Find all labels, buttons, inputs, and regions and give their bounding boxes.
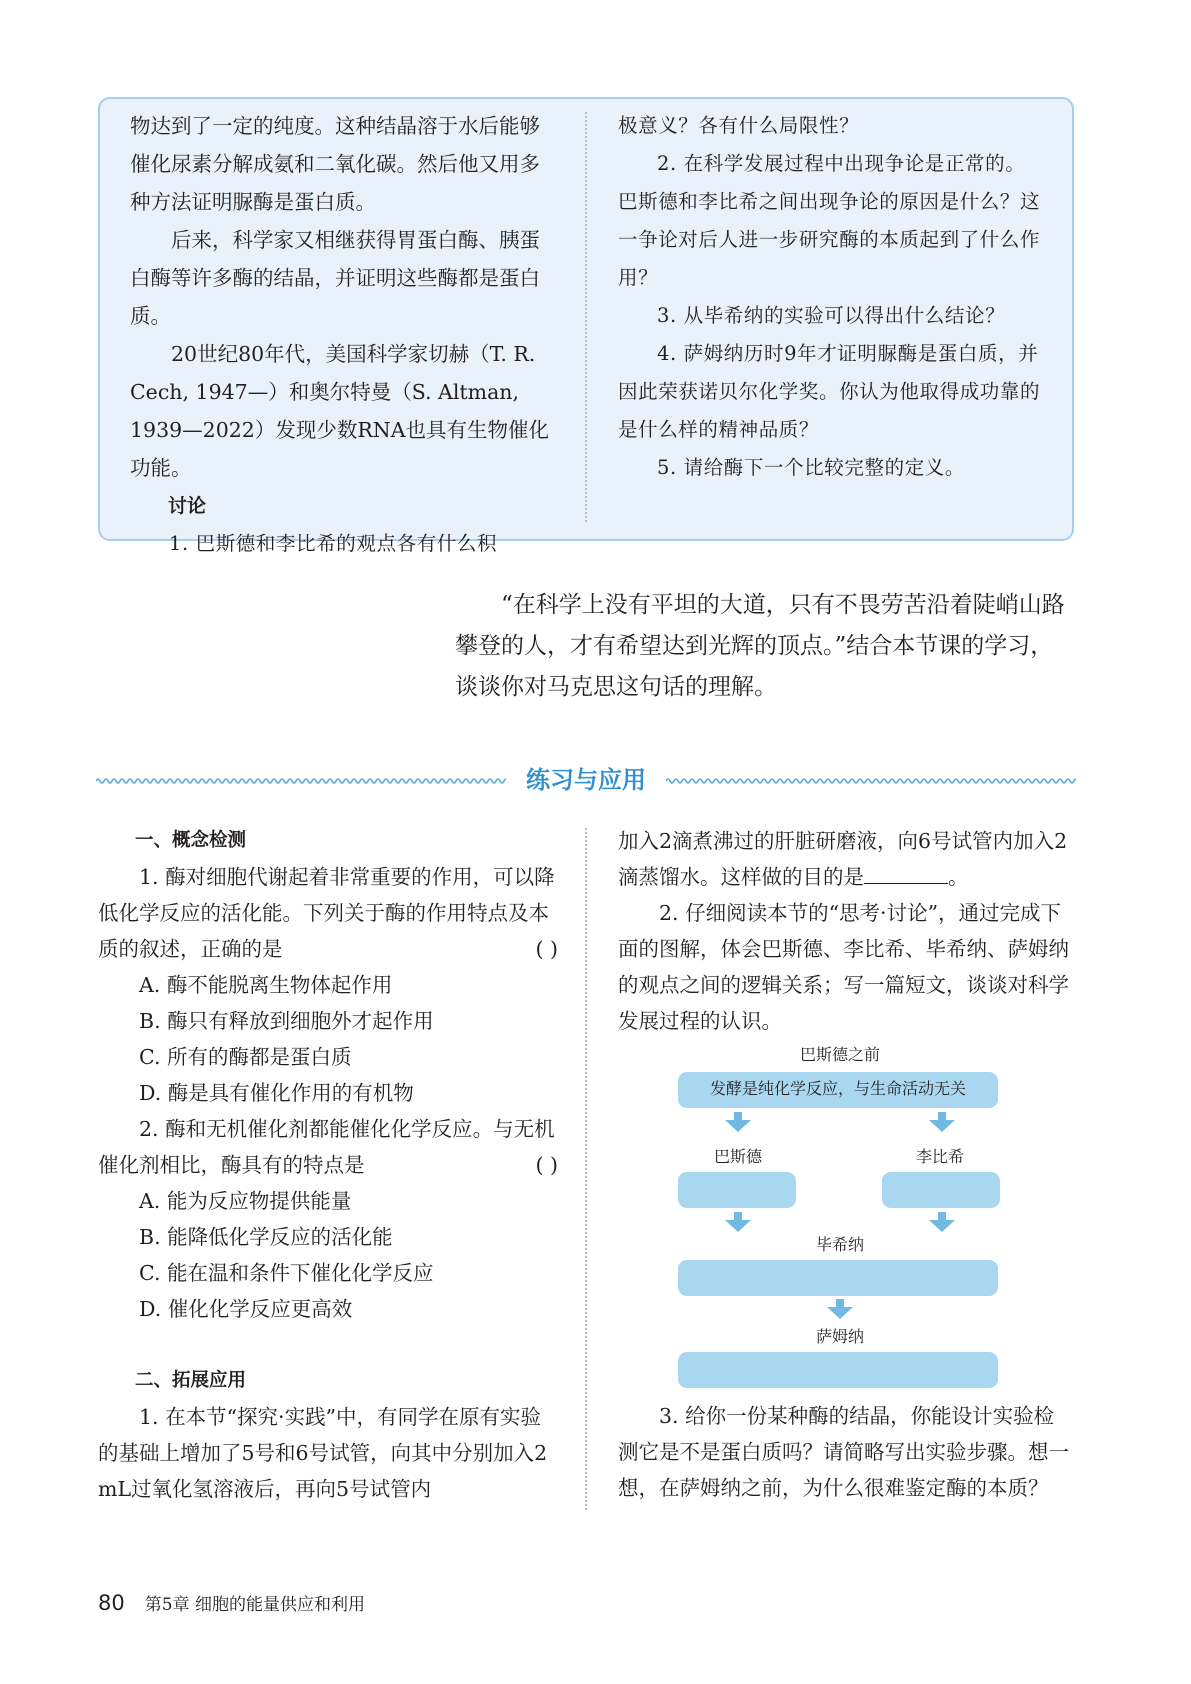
discussion-question: 1. 巴斯德和李比希的观点各有什么积 — [169, 532, 498, 555]
box-liebig[interactable] — [882, 1172, 1000, 1208]
page-number: 80 — [98, 1591, 125, 1615]
concept-heading: 一、概念检测 — [135, 830, 247, 851]
label-sumner: 萨姆纳 — [815, 1327, 864, 1346]
option: B. 能降低化学反应的活化能 — [139, 1225, 393, 1249]
extend-question-1-continued: 加入2滴煮沸过的肝脏研磨液，向6号试管内加入2滴蒸馏水。这样做的目的是 。 — [618, 829, 1068, 889]
option: D. 酶是具有催化作用的有机物 — [139, 1081, 414, 1105]
label-pasteur: 巴斯德 — [713, 1147, 762, 1166]
discussion-question: 极意义？各有什么局限性？ — [618, 114, 860, 137]
quote-text: “在科学上没有平坦的大道，只有不畏劳苦沿着陡峭山路攀登的人，才有希望达到光辉的顶点。”结合本节课的学习，谈谈你对马克思这句话的理解。 — [455, 592, 1065, 700]
extend-question-1: 1. 在本节“探究·实践”中，有同学在原有实验的基础上增加了5号和6号试管，向其中分别加入2 mL过氧化氢溶液后，再向5号试管内 — [98, 1405, 548, 1501]
label-liebig: 李比希 — [915, 1147, 964, 1166]
label-buchner: 毕希纳 — [815, 1235, 864, 1254]
box-left-column — [130, 107, 554, 563]
question-2: 2. 酶和无机催化剂都能催化化学反应。与无机催化剂相比，酶具有的特点是 ( ) — [98, 1117, 558, 1177]
exercise-left-column — [98, 823, 558, 1507]
section-title: 练习与应用 — [96, 760, 1076, 795]
option: B. 酶只有释放到细胞外才起作用 — [139, 1009, 434, 1033]
label-before-pasteur: 巴斯德之前 — [799, 1045, 880, 1064]
discussion-question: 5. 请给酶下一个比较完整的定义。 — [657, 456, 966, 479]
exercise-column-divider — [585, 828, 587, 1510]
discussion-question: 2. 在科学发展过程中出现争论是正常的。巴斯德和李比希之间出现争论的原因是什么？这一争论对后人进一步研究酶的本质起到了什么作用？ — [618, 152, 1041, 289]
option: D. 催化化学反应更高效 — [139, 1297, 353, 1321]
discussion-question: 3. 从毕希纳的实验可以得出什么结论？ — [657, 304, 1006, 327]
option: A. 酶不能脱离生物体起作用 — [139, 973, 393, 997]
question-1: 1. 酶对细胞代谢起着非常重要的作用，可以降低化学反应的活化能。下列关于酶的作用特点及本质的叙述，正确的是 ( ) — [98, 865, 558, 961]
extend-heading: 二、拓展应用 — [135, 1370, 247, 1391]
box-right-column — [618, 107, 1042, 487]
box-paragraph: 20世纪80年代，美国科学家切赫（T. R. Cech, 1947—）和奥尔特曼（S. Altman, 1939—2022）发现少数RNA也具有生物催化功能。 — [130, 342, 550, 480]
option: C. 能在温和条件下催化化学反应 — [139, 1261, 434, 1285]
discussion-question: 4. 萨姆纳历时9年才证明脲酶是蛋白质，并因此荣获诺贝尔化学奖。你认为他取得成功靠的是什么样的精神品质？ — [618, 342, 1041, 441]
box-before-pasteur: 发酵是纯化学反应，与生命活动无关 — [678, 1072, 998, 1108]
quote-block — [455, 585, 1075, 708]
section-heading — [96, 760, 1076, 800]
box-column-divider — [585, 112, 587, 522]
box-paragraph: 后来，科学家又相继获得胃蛋白酶、胰蛋白酶等许多酶的结晶，并证明这些酶都是蛋白质。 — [130, 228, 540, 328]
page-footer — [98, 1590, 365, 1615]
box-sumner[interactable] — [678, 1352, 998, 1388]
box-buchner[interactable] — [678, 1260, 998, 1296]
extend-question-2: 2. 仔细阅读本节的“思考·讨论”，通过完成下面的图解，体会巴斯德、李比希、毕希纳、萨姆纳的观点之间的逻辑关系；写一篇短文，谈谈对科学发展过程的认识。 — [618, 901, 1069, 1033]
answer-blank[interactable] — [864, 861, 948, 884]
box-pasteur[interactable] — [678, 1172, 796, 1208]
chapter-title: 第5章 细胞的能量供应和利用 — [144, 1595, 366, 1615]
logic-diagram — [670, 1040, 1010, 1390]
box-paragraph: 物达到了一定的纯度。这种结晶溶于水后能够催化尿素分解成氨和二氧化碳。然后他又用多种方法证明脲酶是蛋白质。 — [130, 114, 540, 214]
discussion-title: 讨论 — [168, 495, 207, 517]
exercise-right-column — [618, 823, 1074, 1039]
extend-question-3: 3. 给你一份某种酶的结晶，你能设计实验检测它是不是蛋白质吗？请简略写出实验步骤。想一想，在萨姆纳之前，为什么很难鉴定酶的本质？ — [618, 1404, 1069, 1500]
option: A. 能为反应物提供能量 — [139, 1189, 352, 1213]
option: C. 所有的酶都是蛋白质 — [139, 1045, 352, 1069]
extend-question-3-block — [618, 1398, 1074, 1506]
